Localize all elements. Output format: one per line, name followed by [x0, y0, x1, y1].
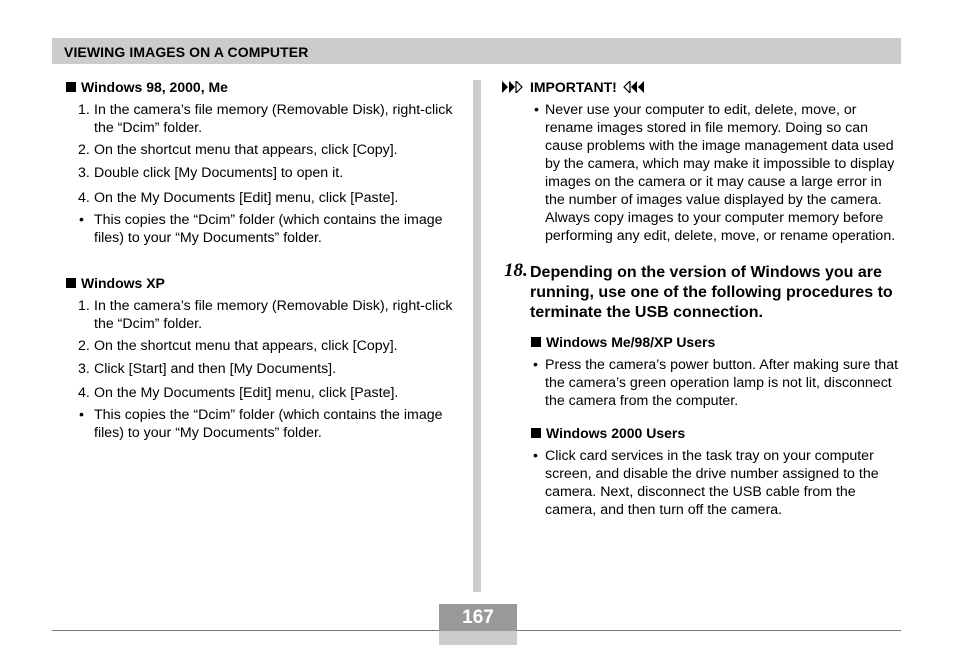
list-item: 1. In the camera’s file memory (Removable Disk), right-click the “Dcim” folder.: [78, 102, 453, 136]
section-heading: Windows 98, 2000, Me: [66, 78, 461, 96]
column-divider: [473, 80, 481, 592]
bullet-item: • This copies the “Dcim” folder (which contains the image files) to your “My Documents” folder.: [79, 212, 443, 246]
subsection-heading: Windows Me/98/XP Users: [502, 333, 904, 351]
list-item: 3. Double click [My Documents] to open it.: [78, 165, 344, 181]
header-bar: [52, 38, 901, 64]
list-item: 1. In the camera’s file memory (Removable Disk), right-click the “Dcim” folder.: [78, 298, 453, 332]
subsection-heading: Windows 2000 Users: [502, 424, 904, 442]
square-bullet-icon: [66, 82, 76, 92]
section-heading: Windows XP: [66, 274, 461, 292]
right-column: [502, 78, 904, 519]
square-bullet-icon: [66, 278, 76, 288]
list-item: 2. On the shortcut menu that appears, click [Copy].: [78, 338, 398, 354]
list-item: 4. On the My Documents [Edit] menu, click [Paste].: [78, 385, 399, 401]
important-arrows-right-icon: [502, 81, 524, 93]
list-item: 3. Click [Start] and then [My Documents].: [78, 361, 337, 377]
important-heading: IMPORTANT!: [502, 78, 904, 96]
bullet-item: • Press the camera’s power button. After making sure that the camera’s green operation lamp is not lit, disconnect the camera from the computer.: [533, 357, 899, 409]
list-item: 4. On the My Documents [Edit] menu, click [Paste].: [78, 190, 399, 206]
important-bullet: • Never use your computer to edit, delete, move, or rename images stored in file memory. Doing so can cause problems with the image management data used by the camera, which may make it impossible to display images on the camera or it may cause a large error in the number of images value displayed by the camera. Always copy images to your computer memory before performing any edit, delete, move, or rename operation.: [534, 102, 896, 244]
square-bullet-icon: [531, 337, 541, 347]
bullet-item: • This copies the “Dcim” folder (which contains the image files) to your “My Documents” folder.: [79, 407, 443, 441]
page-title: VIEWING IMAGES ON A COMPUTER: [64, 44, 309, 60]
page-number-tab: [439, 631, 517, 645]
left-column: [66, 78, 461, 442]
important-arrows-left-icon: [623, 81, 645, 93]
square-bullet-icon: [531, 428, 541, 438]
bullet-item: • Click card services in the task tray on your computer screen, and disable the drive number assigned to the camera. Next, disconnect the USB cable from the camera, and then turn off the camera.: [533, 448, 879, 518]
step-18: 18. Depending on the version of Windows you are running, use one of the following procedures to terminate the USB connection.: [504, 260, 893, 321]
list-item: 2. On the shortcut menu that appears, click [Copy].: [78, 142, 398, 158]
page-number: 167: [439, 604, 517, 631]
